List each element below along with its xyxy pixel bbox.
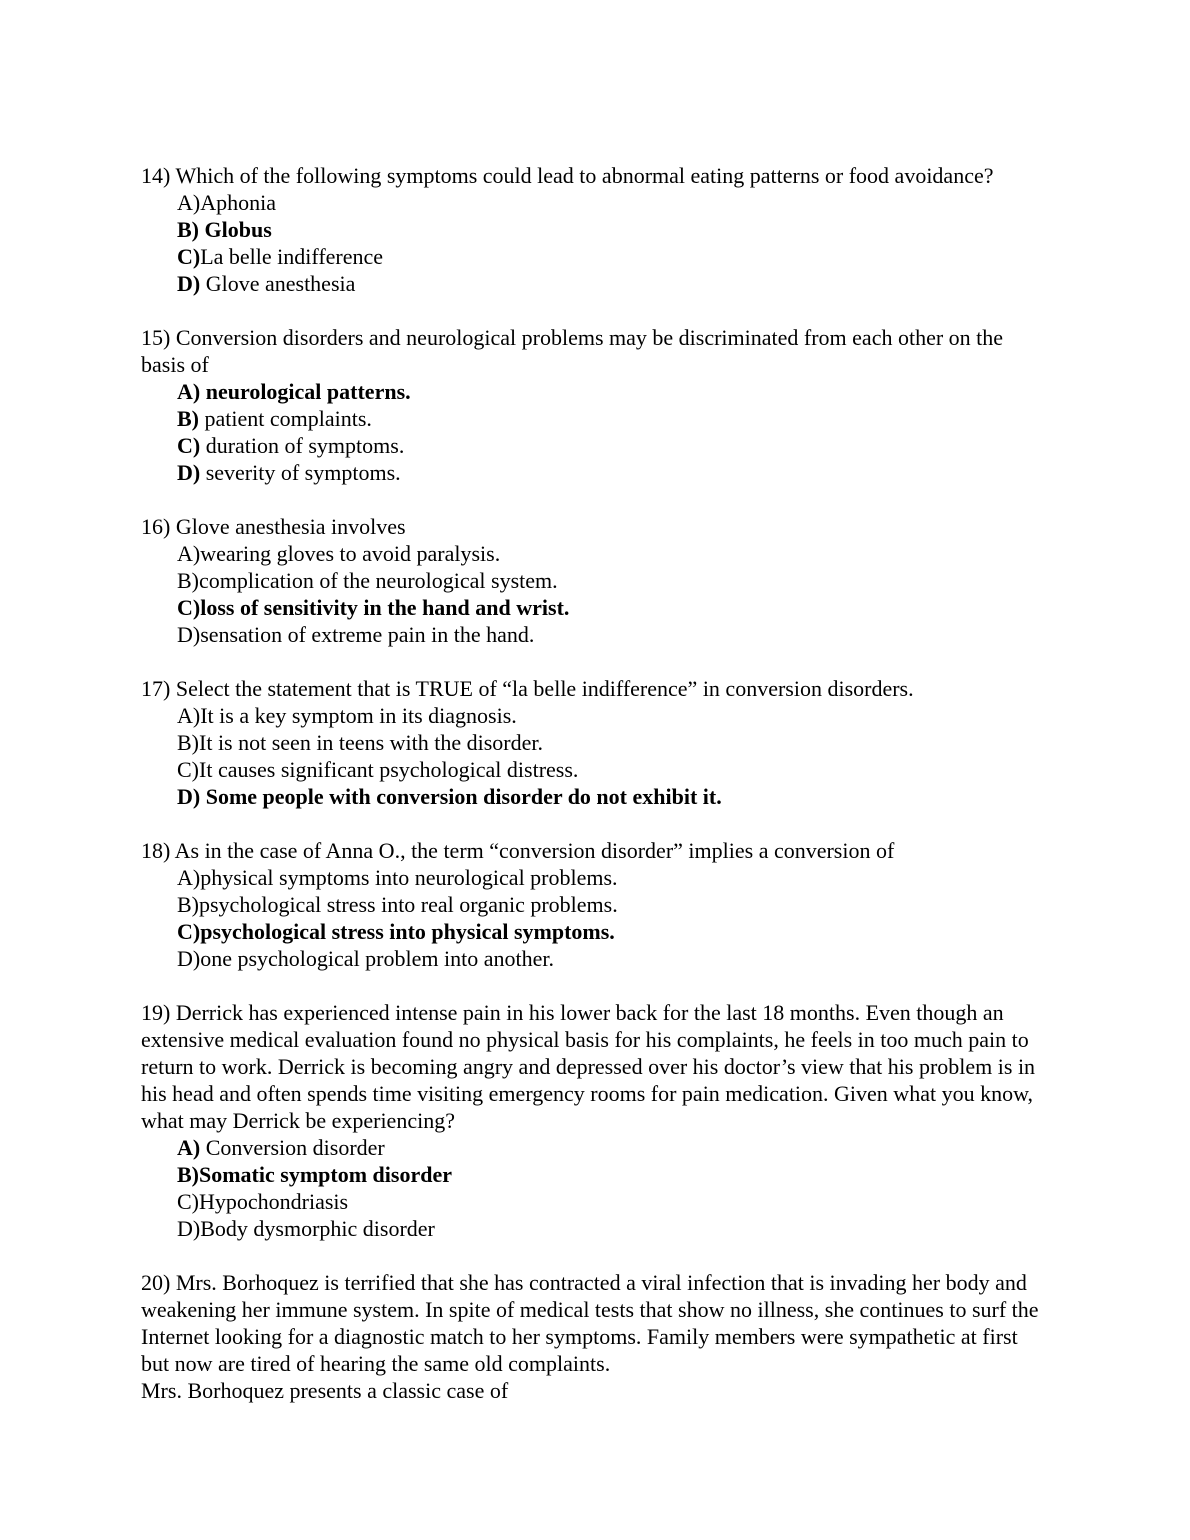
- options-list: [177, 189, 1050, 297]
- option-label: B): [177, 568, 199, 593]
- option-text: Conversion disorder: [200, 1135, 385, 1160]
- option-B: [177, 729, 1050, 756]
- question-number: 14): [141, 163, 171, 188]
- option-D: [177, 945, 1050, 972]
- option-label: A): [177, 379, 201, 404]
- question-stem: [141, 162, 1050, 189]
- option-label: C): [177, 595, 201, 620]
- option-C: [177, 918, 1050, 945]
- option-label: B): [177, 1162, 199, 1187]
- question-text: Derrick has experienced intense pain in his lower back for the last 18 months. Even though an extensive medical evaluation found no physical basis for his complaints, he feels in too much pain to return to work. Derrick is becoming angry and depressed over his doctor’s view that his problem is in his head and often spends time visiting emergency rooms for pain medication. Given what you know, what may Derrick be experiencing?: [141, 1000, 1036, 1133]
- option-A: [177, 1134, 1050, 1161]
- option-text: It is not seen in teens with the disorder.: [199, 730, 543, 755]
- option-label: D): [177, 784, 201, 809]
- option-text: Somatic symptom disorder: [199, 1162, 452, 1187]
- question-text-continued: Mrs. Borhoquez presents a classic case of: [141, 1378, 509, 1403]
- option-text: wearing gloves to avoid paralysis.: [200, 541, 501, 566]
- option-text: loss of sensitivity in the hand and wrist.: [200, 595, 570, 620]
- option-label: B): [177, 892, 199, 917]
- option-text: Aphonia: [200, 190, 276, 215]
- option-B: [177, 405, 1050, 432]
- option-text: duration of symptoms.: [200, 433, 405, 458]
- option-label: B): [177, 730, 199, 755]
- option-text: psychological stress into physical symptoms.: [200, 919, 615, 944]
- question-20: [141, 1269, 1050, 1404]
- option-text: Hypochondriasis: [199, 1189, 349, 1214]
- option-label: C): [177, 919, 201, 944]
- option-D: [177, 459, 1050, 486]
- option-text: physical symptoms into neurological problems.: [200, 865, 618, 890]
- option-B: [177, 567, 1050, 594]
- question-number: 16): [141, 514, 171, 539]
- option-A: [177, 189, 1050, 216]
- question-17: [141, 675, 1050, 810]
- option-B: [177, 891, 1050, 918]
- option-A: [177, 864, 1050, 891]
- option-text: La belle indifference: [200, 244, 384, 269]
- option-text: It is a key symptom in its diagnosis.: [200, 703, 517, 728]
- option-C: [177, 243, 1050, 270]
- option-B: [177, 216, 1050, 243]
- question-18: [141, 837, 1050, 972]
- option-text: Globus: [199, 217, 272, 242]
- option-D: [177, 783, 1050, 810]
- question-number: 20): [141, 1270, 171, 1295]
- options-list: [177, 540, 1050, 648]
- options-list: [177, 864, 1050, 972]
- option-D: [177, 1215, 1050, 1242]
- option-label: C): [177, 244, 201, 269]
- question-text: Which of the following symptoms could lead to abnormal eating patterns or food avoidance?: [175, 163, 994, 188]
- option-label: A): [177, 703, 201, 728]
- option-A: [177, 702, 1050, 729]
- question-15: [141, 324, 1050, 486]
- options-list: [177, 702, 1050, 810]
- question-16: [141, 513, 1050, 648]
- option-label: D): [177, 1216, 201, 1241]
- option-text: It causes significant psychological distress.: [199, 757, 579, 782]
- option-A: [177, 378, 1050, 405]
- question-text: Select the statement that is TRUE of “la belle indifference” in conversion disorders.: [175, 676, 914, 701]
- option-label: D): [177, 622, 201, 647]
- option-text: patient complaints.: [199, 406, 372, 431]
- question-stem: [141, 1269, 1050, 1377]
- question-number: 18): [141, 838, 171, 863]
- option-label: B): [177, 406, 199, 431]
- question-text: Mrs. Borhoquez is terrified that she has contracted a viral infection that is invading her body and weakening her immune system. In spite of medical tests that show no illness, she continues to surf the Internet looking for a diagnostic match to her symptoms. Family members were sympathetic at first but now are tired of hearing the same old complaints.: [141, 1270, 1039, 1376]
- option-text: one psychological problem into another.: [200, 946, 554, 971]
- option-label: B): [177, 217, 199, 242]
- option-label: D): [177, 460, 201, 485]
- options-list: [177, 1134, 1050, 1242]
- options-list: [177, 378, 1050, 486]
- question-19: [141, 999, 1050, 1242]
- option-text: complication of the neurological system.: [199, 568, 558, 593]
- option-label: C): [177, 757, 199, 782]
- question-number: 15): [141, 325, 171, 350]
- option-label: C): [177, 433, 201, 458]
- option-label: A): [177, 1135, 201, 1160]
- option-A: [177, 540, 1050, 567]
- question-stem: [141, 675, 1050, 702]
- option-C: [177, 1188, 1050, 1215]
- option-text: neurological patterns.: [200, 379, 411, 404]
- option-text: Glove anesthesia: [200, 271, 356, 296]
- option-text: severity of symptoms.: [200, 460, 401, 485]
- questions-list: [141, 162, 1050, 1404]
- option-text: Some people with conversion disorder do not exhibit it.: [200, 784, 722, 809]
- option-D: [177, 621, 1050, 648]
- question-stem: [141, 324, 1050, 378]
- option-text: sensation of extreme pain in the hand.: [200, 622, 535, 647]
- option-C: [177, 432, 1050, 459]
- question-text: As in the case of Anna O., the term “conversion disorder” implies a conversion of: [174, 838, 895, 863]
- option-D: [177, 270, 1050, 297]
- question-14: [141, 162, 1050, 297]
- option-label: A): [177, 190, 201, 215]
- question-stem: [141, 999, 1050, 1134]
- option-label: A): [177, 541, 201, 566]
- option-text: Body dysmorphic disorder: [200, 1216, 435, 1241]
- question-text: Glove anesthesia involves: [175, 514, 406, 539]
- question-stem: [141, 837, 1050, 864]
- question-stem: [141, 513, 1050, 540]
- option-C: [177, 594, 1050, 621]
- option-label: D): [177, 946, 201, 971]
- question-text: Conversion disorders and neurological problems may be discriminated from each other on the basis of: [141, 325, 1004, 377]
- option-text: psychological stress into real organic problems.: [199, 892, 618, 917]
- option-label: C): [177, 1189, 199, 1214]
- question-number: 17): [141, 676, 171, 701]
- option-B: [177, 1161, 1050, 1188]
- option-C: [177, 756, 1050, 783]
- option-label: A): [177, 865, 201, 890]
- question-number: 19): [141, 1000, 171, 1025]
- option-label: D): [177, 271, 201, 296]
